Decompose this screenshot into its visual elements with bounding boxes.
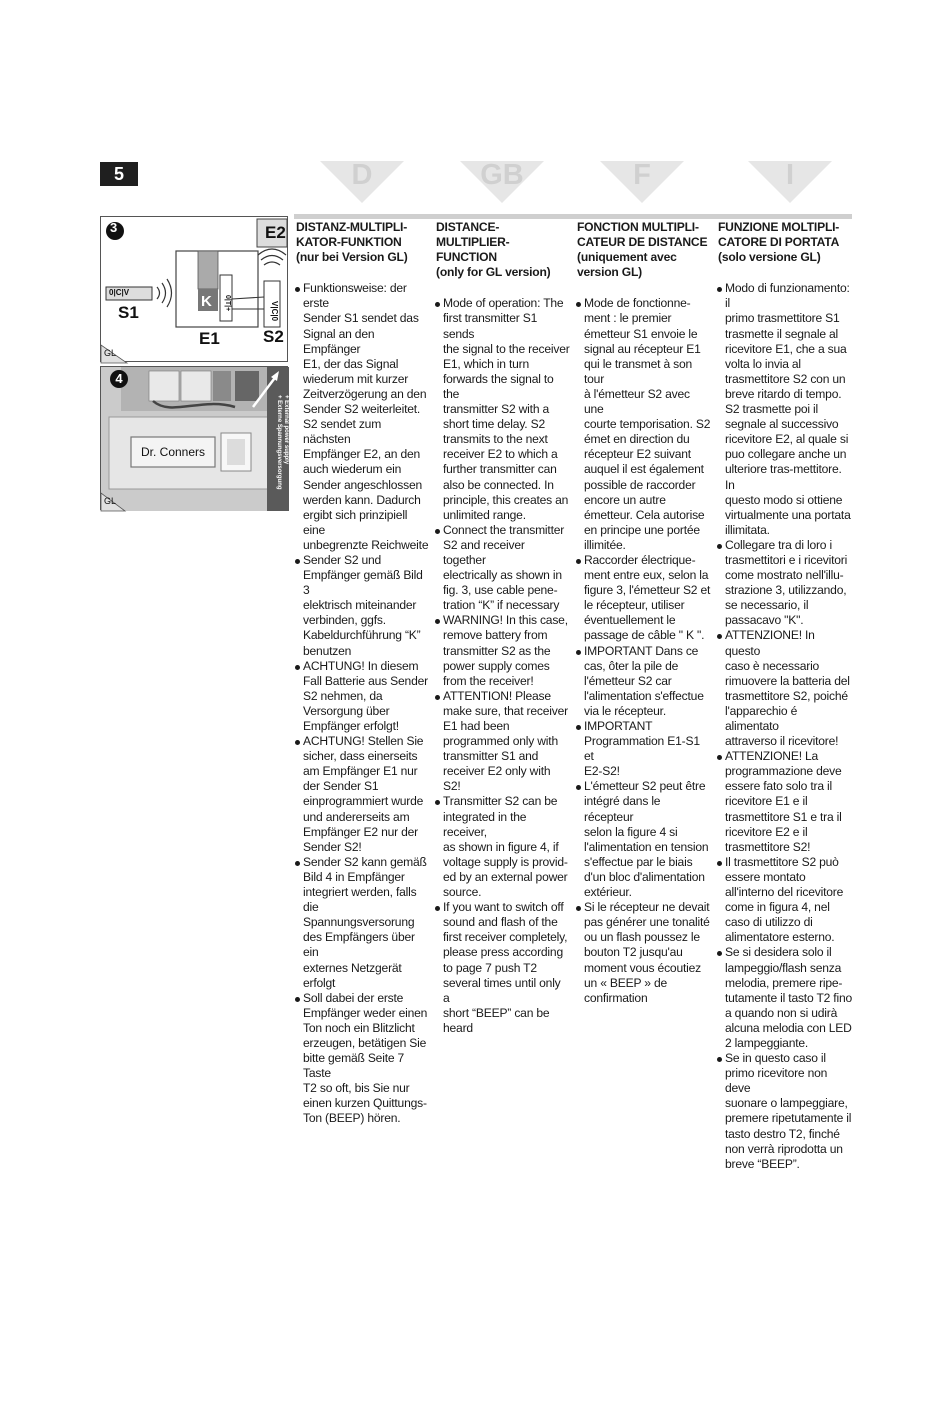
bullet-line: unlimited range. — [443, 507, 526, 522]
bullet-line: attraverso il ricevitore! — [725, 734, 839, 749]
figure-4-photo — [100, 366, 288, 510]
bullet-line: sound and flash of the — [443, 915, 558, 930]
bullet-item — [436, 296, 570, 522]
bullet-line: forwards the signal to the — [443, 371, 554, 401]
bullet-line: Empfänger E2 nur der — [303, 824, 418, 839]
figure-3-drawing — [101, 217, 289, 363]
bullet-line: die Spannungsversorung — [303, 900, 415, 930]
bullet-line: remove battery from — [443, 628, 548, 643]
bullet-line: principle, this creates an — [443, 492, 569, 507]
bullet-line: Funktionsweise: der erste — [303, 281, 407, 311]
bullet-line: E1, which in turn — [443, 356, 530, 371]
bullet-item — [296, 734, 430, 855]
bullet-line: lampeggio/flash senza — [725, 960, 842, 975]
bullet-line: Il trasmettitore S2 può — [725, 854, 839, 869]
bullet-line: premere ripetutamente il — [725, 1111, 852, 1126]
bullet-line: to page 7 push T2 — [443, 960, 537, 975]
bullet-list — [718, 281, 852, 1172]
bullet-list — [436, 296, 570, 1036]
bullet-line: primo ricevitore non deve — [725, 1066, 828, 1096]
language-tab-gb — [460, 161, 544, 203]
bullet-item — [718, 538, 852, 629]
section-title — [718, 220, 852, 265]
bullet-line: éventuellement le — [584, 613, 676, 628]
bullet-line: pas générer une tonalité — [584, 915, 710, 930]
bullet-line: l'alimentation s'effectue — [584, 688, 704, 703]
bullet-line: externes Netzgerät — [303, 960, 402, 975]
page-number: 5 — [100, 162, 138, 186]
bullet-line: transmitter S2 as the — [443, 643, 551, 658]
external-supply-text-de: + Externe Spannungsversorgung — [276, 395, 282, 490]
bullet-item — [718, 749, 852, 855]
bullet-line: der Sender S1 — [303, 779, 379, 794]
bullet-line: Empfänger gemäß Bild 3 — [303, 568, 423, 598]
bullet-line: Sender S2! — [303, 839, 362, 854]
bullet-line: receiver E2 only with S2! — [443, 764, 551, 794]
bullet-line: come in figura 4, nel — [725, 900, 830, 915]
bullet-line: volta lo invia al — [725, 356, 801, 371]
section-title-line: CATORE DI PORTATA — [718, 235, 840, 250]
bullet-line: several times until only a — [443, 975, 561, 1005]
bullet-line: sicher, dass einerseits — [303, 749, 418, 764]
bullet-item — [296, 659, 430, 734]
bullet-line: ed by an external power — [443, 869, 568, 884]
bullet-line: source. — [443, 885, 482, 900]
bullet-line: tasto destro T2, finché — [725, 1126, 840, 1141]
bullet-line: ACHTUNG! In diesem — [303, 658, 419, 673]
bullet-line: transmitter S2 with a — [443, 402, 550, 417]
bullet-line: programmed only with — [443, 734, 558, 749]
bullet-line: segnale al successivo — [725, 417, 839, 432]
bullet-line: trasmettitori e i ricevitori — [725, 552, 848, 567]
section-title-line: FUNCTION — [436, 250, 497, 265]
section-title-line: (uniquement avec — [577, 250, 677, 265]
bullet-line: first receiver completely, — [443, 930, 568, 945]
column-german — [296, 220, 430, 1127]
bullet-line: l'apparechio é alimentato — [725, 703, 798, 733]
bullet-line: moment vous écoutiez — [584, 960, 701, 975]
section-title-line: CATEUR DE DISTANCE — [577, 235, 708, 250]
bullet-line: auch wiederum ein — [303, 462, 402, 477]
bullet-item — [577, 719, 711, 779]
bullet-line: s'effectue par le biais — [584, 854, 693, 869]
bullet-line: E2-S2! — [584, 764, 620, 779]
language-tab-i — [748, 161, 832, 203]
bullet-line: ricevitore E2 e il — [725, 824, 808, 839]
cable-k-label: K — [201, 293, 212, 310]
bullet-line: L'émetteur S2 peut être — [584, 779, 706, 794]
bullet-line: tration “K” if necessary — [443, 598, 560, 613]
nameplate-text: Dr. Conners — [141, 445, 206, 459]
bullet-line: un « BEEP » de — [584, 975, 668, 990]
bullet-line: einen kurzen Quittungs- — [303, 1096, 427, 1111]
bullet-item — [436, 613, 570, 688]
language-label: F — [633, 159, 651, 191]
bullet-line: trasmettitore S2 con un — [725, 371, 846, 386]
bullet-item — [577, 900, 711, 1006]
bullet-list — [296, 281, 430, 1126]
header-rule — [294, 214, 852, 219]
bullet-line: ou un flash poussez le — [584, 930, 700, 945]
bullet-item — [718, 1051, 852, 1172]
bullet-line: virtualmente una portata — [725, 507, 851, 522]
bullet-line: strazione 3, utilizzando, — [725, 583, 847, 598]
bullet-line: S2 sendet zum nächsten — [303, 417, 382, 447]
bullet-line: Sender S2 und — [303, 552, 382, 567]
bullet-line: Se in questo caso il — [725, 1051, 826, 1066]
bullet-line: T2 so oft, bis Sie nur — [303, 1081, 410, 1096]
bullet-item — [577, 553, 711, 644]
section-title-line: version GL) — [577, 265, 643, 280]
bullet-item — [296, 991, 430, 1127]
bullet-line: extérieur. — [584, 885, 632, 900]
bullet-line: short time delay. S2 — [443, 417, 545, 432]
bullet-line: émetteur. Cela autorise — [584, 507, 705, 522]
bullet-line: short “BEEP” can be — [443, 1005, 550, 1020]
bullet-line: power supply comes — [443, 658, 550, 673]
bullet-line: make sure, that receiver — [443, 703, 568, 718]
bullet-line: und andererseits am — [303, 809, 410, 824]
figure-4-drawing — [101, 367, 289, 511]
bullet-line: verbinden, ggfs. — [303, 613, 386, 628]
bullet-line: Signal an den Empfänger — [303, 326, 375, 356]
bullet-line: cas, ôter la pile de — [584, 658, 679, 673]
bullet-line: signal au récepteur E1 — [584, 341, 701, 356]
bullet-line: passage de câble " K ". — [584, 628, 705, 643]
language-tab-d — [320, 161, 404, 203]
bullet-line: bouton T2 jusqu'au — [584, 945, 683, 960]
bullet-line: receiver E2 to which a — [443, 447, 558, 462]
bullet-line: passacavo "K". — [725, 613, 804, 628]
column-french — [577, 220, 711, 1006]
bullet-line: ulteriore tras-mettitore. In — [725, 462, 842, 492]
bullet-line: questo modo si ottiene — [725, 492, 843, 507]
bullet-line: unbegrenzte Reichweite — [303, 537, 429, 552]
bullet-line: Mode de fonctionne- — [584, 296, 691, 311]
bullet-line: trasmettitore S1 e tra il — [725, 809, 842, 824]
e1-panel-label: 0|T|+ — [224, 295, 231, 312]
receiver-e1-label: E1 — [199, 329, 220, 348]
bullet-line: caso di utilizzo di — [725, 915, 813, 930]
bullet-line: Empfänger E2, an den — [303, 447, 421, 462]
bullet-line: Sender S2 kann gemäß — [303, 854, 427, 869]
bullet-line: S2 nehmen, da — [303, 688, 383, 703]
bullet-line: come mostrato nell'illu- — [725, 568, 844, 583]
column-italian — [718, 220, 852, 1172]
bullet-line: Zeitverzögerung an den — [303, 386, 427, 401]
bullet-line: ATTENTION! Please — [443, 688, 551, 703]
bullet-line: non verrà riprodotta un — [725, 1141, 843, 1156]
bullet-line: émetteur S1 envoie le — [584, 326, 698, 341]
bullet-item — [577, 779, 711, 900]
bullet-line: WARNING! In this case, — [443, 613, 568, 628]
bullet-line: please press according — [443, 945, 563, 960]
bullet-line: E1 had been — [443, 719, 510, 733]
bullet-line: transmits to the next — [443, 432, 548, 447]
section-title-line: FONCTION MULTIPLI- — [577, 220, 699, 234]
bullet-line: tutamente il tasto T2 fino — [725, 990, 853, 1005]
transmitter-s2-label: S2 — [263, 327, 284, 346]
bullet-line: from the receiver! — [443, 673, 534, 688]
bullet-line: possible de raccorder — [584, 477, 696, 492]
bullet-line: electrically as shown in — [443, 568, 562, 583]
bullet-item — [577, 644, 711, 719]
s1-panel-label: 0|C|V — [109, 288, 130, 297]
section-title-line: FUNZIONE MOLTIPLI- — [718, 220, 840, 234]
bullet-line: rimuovere la batteria del — [725, 673, 850, 688]
section-title-line: (solo versione GL) — [718, 250, 821, 265]
bullet-line: ACHTUNG! Stellen Sie — [303, 734, 424, 749]
section-title-line: KATOR-FUNKTION — [296, 235, 402, 250]
bullet-line: transmitter S1 and — [443, 749, 539, 764]
language-label: GB — [480, 159, 524, 191]
bullet-line: des Empfängers über ein — [303, 930, 415, 960]
bullet-line: E1, der das Signal — [303, 356, 399, 371]
bullet-item — [296, 855, 430, 991]
bullet-item — [718, 628, 852, 749]
bullet-line: ricevitore E1, che a sua — [725, 341, 847, 356]
figure-number: 3 — [110, 220, 118, 235]
gl-version-badge: GL — [104, 496, 117, 506]
bullet-line: bitte gemäß Seite 7 Taste — [303, 1051, 405, 1081]
figure-number: 4 — [110, 370, 128, 388]
bullet-item — [436, 794, 570, 900]
bullet-line: trasmettitore S2! — [725, 839, 811, 854]
external-supply-text-en: + External power supply — [283, 395, 289, 465]
bullet-line: Empfänger erfolgt! — [303, 719, 399, 733]
column-english — [436, 220, 570, 1036]
section-title-line: DISTANCE-MULTIPLIER- — [436, 220, 510, 250]
bullet-line: Si le récepteur ne devait — [584, 900, 710, 915]
bullet-line: émet en direction du — [584, 432, 690, 447]
bullet-line: wiederum mit kurzer — [303, 371, 409, 386]
bullet-line: ergibt sich prinzipiell eine — [303, 507, 408, 537]
bullet-line: Mode of operation: The — [443, 296, 564, 311]
bullet-line: courte temporisation. S2 — [584, 417, 711, 432]
section-title — [577, 220, 711, 280]
bullet-line: alimentatore esterno. — [725, 930, 835, 945]
bullet-line: a quando non si udirà — [725, 1005, 838, 1020]
bullet-line: ricevitore E1 e il — [725, 794, 808, 809]
bullet-line: breve “BEEP”. — [725, 1156, 800, 1171]
bullet-line: programmazione deve — [725, 764, 842, 779]
bullet-line: primo trasmettitore S1 — [725, 311, 840, 326]
bullet-line: se necessario, il — [725, 598, 809, 613]
bullet-item — [296, 281, 430, 553]
bullet-line: caso è necessario — [725, 658, 820, 673]
bullet-line: Bild 4 in Empfänger — [303, 869, 405, 884]
bullet-line: le récepteur, utiliser — [584, 598, 685, 613]
bullet-line: Sender S2 weiterleitet. — [303, 402, 421, 417]
bullet-line: alcuna melodia con LED — [725, 1020, 852, 1035]
bullet-line: am Empfänger E1 nur — [303, 764, 418, 779]
bullet-line: as shown in figure 4, if — [443, 839, 559, 854]
bullet-line: integriert werden, falls — [303, 885, 417, 900]
bullet-line: melodia, premere ripe- — [725, 975, 843, 990]
bullet-item — [436, 523, 570, 614]
bullet-line: Empfänger weder einen — [303, 1005, 428, 1020]
bullet-line: Connect the transmitter — [443, 522, 565, 537]
bullet-line: Sender angeschlossen — [303, 477, 423, 492]
bullet-line: d'un bloc d'alimentation — [584, 869, 705, 884]
bullet-line: Sender S1 sendet das — [303, 311, 419, 326]
bullet-line: Transmitter S2 can be — [443, 794, 558, 809]
bullet-item — [577, 296, 711, 553]
bullet-line: fig. 3, use cable pene- — [443, 583, 558, 598]
language-label: D — [351, 159, 373, 191]
bullet-line: essere fato solo tra il — [725, 779, 832, 794]
bullet-line: Raccorder électrique- — [584, 552, 696, 567]
bullet-line: 2 lampeggiante. — [725, 1035, 809, 1050]
bullet-line: ment entre eux, selon la — [584, 568, 709, 583]
section-title — [436, 220, 570, 280]
bullet-line: werden kann. Dadurch — [303, 492, 421, 507]
bullet-line: einprogrammiert wurde — [303, 794, 424, 809]
bullet-item — [436, 689, 570, 795]
bullet-line: ricevitore E2, al quale si — [725, 432, 849, 447]
bullet-line: Se si desidera solo il — [725, 945, 832, 960]
section-title-line: (only for GL version) — [436, 265, 551, 280]
bullet-line: selon la figure 4 si — [584, 824, 678, 839]
bullet-line: Versorgung über — [303, 703, 390, 718]
bullet-line: S2 trasmette poi il — [725, 402, 818, 417]
bullet-line: first transmitter S1 sends — [443, 311, 538, 341]
bullet-line: puo collegare anche un — [725, 447, 847, 462]
bullet-line: Soll dabei der erste — [303, 990, 404, 1005]
bullet-line: via le récepteur. — [584, 703, 666, 718]
bullet-line: also be connected. In — [443, 477, 554, 492]
bullet-line: Ton noch ein Blitzlicht — [303, 1020, 415, 1035]
bullet-line: S2 and receiver together — [443, 537, 525, 567]
bullet-line: all'interno del ricevitore — [725, 885, 844, 900]
bullet-line: heard — [443, 1020, 473, 1035]
bullet-line: integrated in the receiver, — [443, 809, 527, 839]
bullet-line: IMPORTANT — [584, 719, 653, 733]
bullet-line: en principe une portée — [584, 522, 700, 537]
bullet-line: ATTENZIONE! In questo — [725, 628, 815, 658]
bullet-line: encore un autre — [584, 492, 666, 507]
bullet-line: figure 3, l'émetteur S2 et — [584, 583, 711, 598]
bullet-list — [577, 296, 711, 1005]
language-tab-f — [600, 161, 684, 203]
bullet-line: intégré dans le récepteur — [584, 794, 661, 824]
bullet-line: essere montato — [725, 869, 806, 884]
section-title-line: DISTANZ-MULTIPLI- — [296, 220, 408, 234]
bullet-line: IMPORTANT Dans ce — [584, 643, 699, 658]
bullet-line: qui le transmet à son tour — [584, 356, 693, 386]
s2-panel-label: V|C|0 — [270, 301, 279, 322]
transmitter-s1-label: S1 — [118, 303, 139, 322]
bullet-line: trasmette il segnale al — [725, 326, 839, 341]
bullet-line: Ton (BEEP) hören. — [303, 1111, 401, 1126]
bullet-line: benutzen — [303, 643, 352, 658]
bullet-line: récepteur E2 suivant — [584, 447, 691, 462]
bullet-line: ment : le premier — [584, 311, 672, 326]
bullet-line: breve ritardo di tempo. — [725, 386, 842, 401]
receiver-e2-label: E2 — [265, 223, 286, 242]
gl-version-badge: GL — [104, 348, 117, 358]
bullet-line: confirmation — [584, 990, 648, 1005]
bullet-line: Collegare tra di loro i — [725, 537, 832, 552]
bullet-line: If you want to switch off — [443, 900, 564, 915]
section-title-line: (nur bei Version GL) — [296, 250, 408, 265]
bullet-line: Fall Batterie aus Sender — [303, 673, 428, 688]
bullet-line: l'émetteur S2 car — [584, 673, 672, 688]
bullet-line: the signal to the receiver — [443, 341, 570, 356]
bullet-line: erfolgt — [303, 975, 336, 990]
section-title — [296, 220, 430, 265]
bullet-line: l'alimentation en tension — [584, 839, 709, 854]
bullet-item — [296, 553, 430, 659]
bullet-item — [718, 945, 852, 1051]
bullet-line: further transmitter can — [443, 462, 557, 477]
bullet-line: à l'émetteur S2 avec une — [584, 386, 690, 417]
bullet-line: erzeugen, betätigen Sie — [303, 1035, 427, 1050]
bullet-line: Programmation E1-S1 et — [584, 734, 700, 764]
bullet-line: Kabeldurchführung “K” — [303, 628, 421, 643]
bullet-item — [718, 281, 852, 538]
bullet-line: ATTENZIONE! La — [725, 749, 819, 764]
bullet-line: illimitata. — [725, 522, 770, 537]
language-label: I — [785, 159, 795, 191]
bullet-line: suonare o lampeggiare, — [725, 1096, 848, 1111]
bullet-line: elektrisch miteinander — [303, 598, 417, 613]
bullet-line: trasmettitore S2, poiché — [725, 688, 848, 703]
bullet-line: illimitée. — [584, 537, 626, 552]
bullet-line: auquel il est également — [584, 462, 704, 477]
figure-3-diagram — [100, 216, 288, 362]
bullet-line: voltage supply is provid- — [443, 854, 568, 869]
bullet-item — [436, 900, 570, 1036]
bullet-line: Modo di funzionamento: il — [725, 281, 850, 311]
bullet-item — [718, 855, 852, 946]
